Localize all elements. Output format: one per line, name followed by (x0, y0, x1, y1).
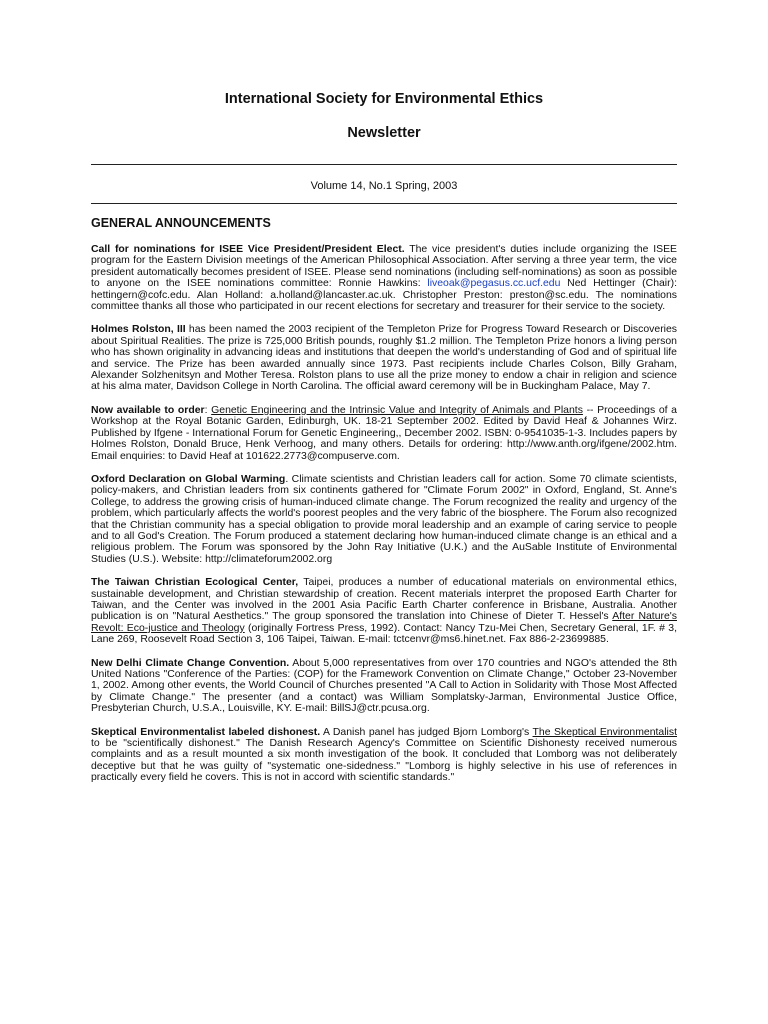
book-title: Genetic Engineering and the Intrinsic Value and Integrity of Animals and Plants (211, 404, 583, 416)
bottom-divider (91, 203, 677, 204)
section-heading: GENERAL ANNOUNCEMENTS (91, 216, 271, 230)
article-text: -- Proceedings of a Workshop at the Royal Botanic Garden, Edinburgh, UK. 18-21 September 2002. Edited by David Heaf & Johannes Wirz. Published by Ifgene - International Forum for Genetic Engineering,, December 2002. ISBN: 0-9541035-1-3. Includes papers by Holmes Rolston, Donald Bruce, Henk Verhoog, and many others. Details for ordering: http://www.anth.org/ifgene/2002.htm. Email enquiries: to David Heaf at 101622.2773@compuserve.com. (91, 404, 677, 462)
article-text: A Danish panel has judged Bjorn Lomborg's (320, 726, 533, 738)
article-title: The Taiwan Christian Ecological Center, (91, 577, 299, 589)
org-title: International Society for Environmental Ethics (224, 91, 544, 107)
article-text: The vice president's duties include organizing the ISEE program for the Eastern Division meetings of the American Philosophical Association. After serving a three year term, the vice president automatically becomes president of ISEE. Please send nominations (including self-nominations) as soon as possible to anyone on the ISEE nominations committee: Ronnie Hawkins: (91, 244, 677, 290)
email-link[interactable]: liveoak@pegasus.cc.ucf.edu (427, 278, 561, 290)
article-title: New Delhi Climate Change Convention. (91, 657, 290, 669)
article-title: Call for nominations for ISEE Vice President/President Elect. (91, 244, 405, 255)
article-now-available (91, 405, 677, 462)
article-isee-nominations (91, 244, 677, 312)
article-text: : (204, 404, 212, 416)
top-divider (91, 164, 677, 165)
article-taiwan-center (91, 577, 677, 645)
article-title: Oxford Declaration on Global Warming (91, 473, 286, 485)
article-text: . Climate scientists and Christian leaders call for action. Some 70 climate scientists, policy-makers, and Christian leaders from six continents gathered for "Climate Forum 2002" in Oxford, England, St. Anne's College, to address the growing crisis of human-induced climate change. The Forum recognized the reality and urgency of the problem, which particularly affects the world's poorest peoples and the very fabric of the biosphere. The Forum also recognized that the Christian community has a special obligation to provide moral leadership and an example of caring service to people and to all God's Creation. The Forum produced a statement declaring how human-induced climate change is an ethical and a religious problem. The Forum was sponsored by the John Ray Initiative (U.K.) and the AuSable Institute of Environmental Studies (U.S.). Website: http://climateforum2002.org (91, 473, 677, 565)
newsletter-title: Newsletter (347, 125, 421, 141)
article-skeptical-environmentalist (91, 727, 677, 784)
book-title: The Skeptical Environmentalist (532, 726, 677, 738)
book-title: After Nature's Revolt: Eco-justice and Theology (91, 611, 677, 634)
article-title: Skeptical Environmentalist labeled dishonest. (91, 726, 321, 738)
article-text: (originally Fortress Press, 1992). Contact: Nancy Tzu-Mei Chen, Secretary General, 1F. # 3, Lane 269, Roosevelt Road Section 3, 106 Taipei, Taiwan. E-mail: tctcenvr@ms6.hinet.net. Fax 886-2-23699885. (91, 622, 677, 646)
volume-line: Volume 14, No.1 Spring, 2003 (310, 180, 458, 192)
article-text: About 5,000 representatives from over 170 countries and NGO's attended the 8th United Nations "Conference of the Parties: (COP) for the Framework Convention on Climate Change," October 23-November 1, 2002. Among other events, the World Council of Churches presented "A Call to Action in Solidarity with Those Most Affected by Climate Change." The presenter (and a contact) was William Somplatsky-Jarman, Environmental Justice Office, Presbyterian Church, U.S.A., Louisville, KY. E-mail: BillSJ@ctr.pcusa.org. (91, 657, 677, 715)
article-title: Now available to order (91, 404, 205, 416)
article-text: Taipei, produces a number of educational materials on environmental ethics, sustainable development, and Christian stewardship of creation. Recent materials interpret the proposed Earth Charter for Taiwan, and the Center was involved in the 2001 Asia Pacific Earth Charter conference in Brisbane, Australia. Another publication is on "Natural Aesthetics." The group sponsored the translation into Chinese of Dieter T. Hessel's (91, 577, 677, 623)
article-rolston (91, 324, 677, 392)
article-title: Holmes Rolston, III (91, 324, 186, 336)
article-oxford-declaration (91, 474, 677, 565)
article-text: Ned Hettinger (Chair): hettingern@cofc.edu. Alan Holland: a.holland@lancaster.ac.uk. Christopher Preston: preston@sc.edu. The nominations committee thanks all those who participated in our recent elections for secretary and treasurer for their service to the society. (91, 278, 677, 313)
article-new-delhi (91, 658, 677, 715)
article-text: to be "scientifically dishonest." The Danish Research Agency's Committee on Scientific Dishonesty received numerous complaints and as a result mounted a six month investigation of the book. It concluded that Lomborg was not deliberately deceptive but that he was guilty of "systematic one-sidedness." "Lomborg is highly selective in his use of references in practically every field he covers. This is not in accord with scientific standards." (91, 738, 677, 784)
article-text: has been named the 2003 recipient of the Templeton Prize for Progress Toward Research or Discoveries about Spiritual Realities. The prize is 725,000 British pounds, roughly $1.2 million. The Templeton Prize honors a living person who has shown originality in advancing ideas and institutions that deepen the world's understanding of God and of spiritual life and service. The Prize has been awarded annually since 1973. Past recipients include Charles Colson, Billy Graham, Alexander Solzhenitsyn and Mother Teresa. Rolston plans to use all the prize money to endow a chair in religion and science at his alma mater, Davidson College in North Carolina. The official award ceremony will be in Buckingham Palace, May 7. (91, 324, 678, 393)
announcements-body (91, 244, 677, 796)
